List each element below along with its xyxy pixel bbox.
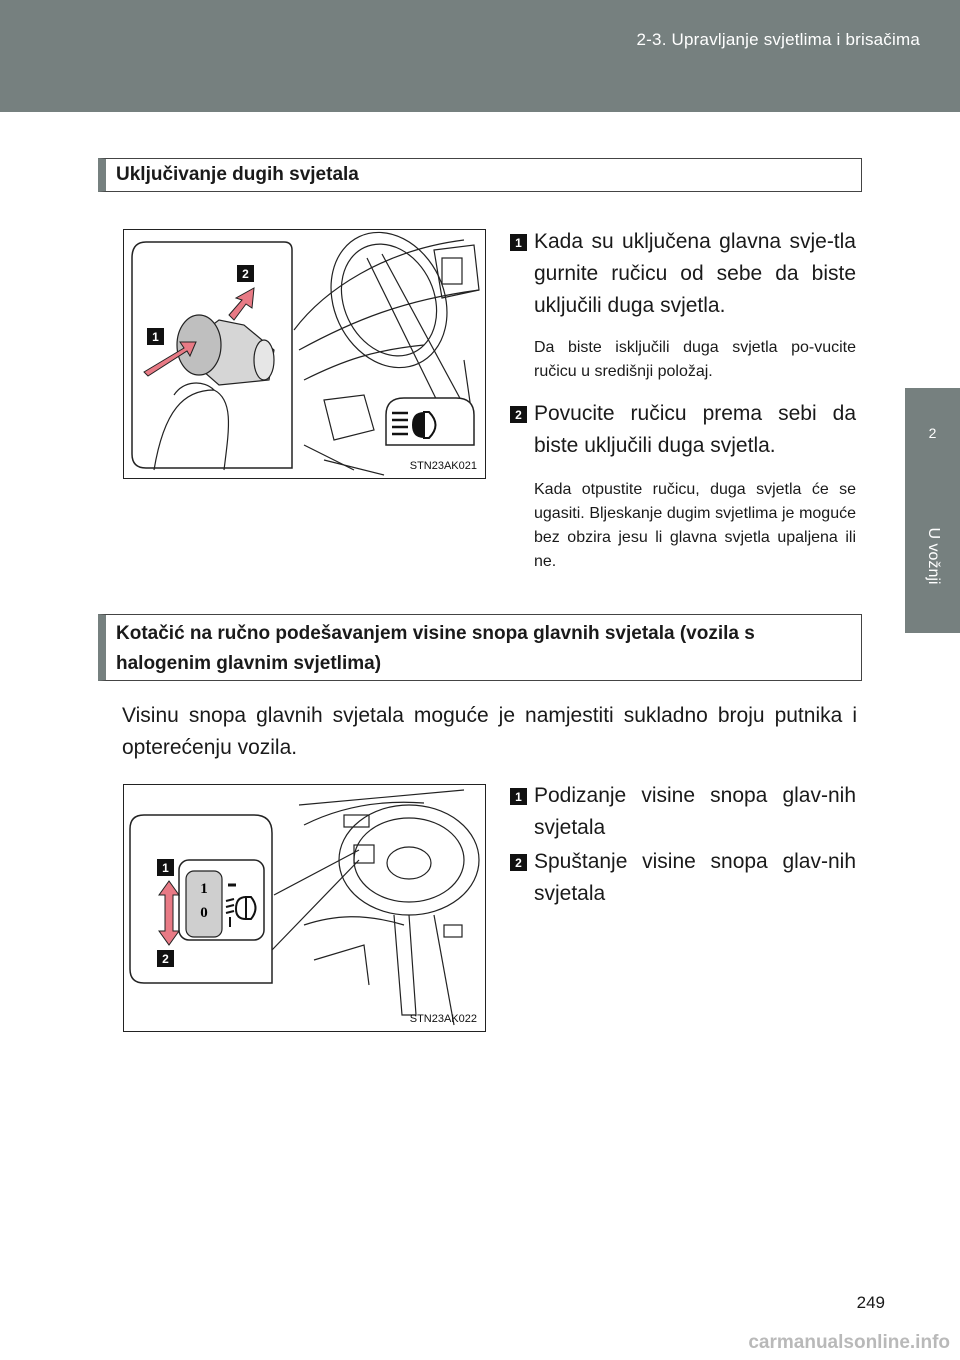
chapter-tab-label: U vožnji: [924, 527, 942, 584]
chapter-tab: [905, 478, 960, 633]
chapter-tab-number: 2: [905, 388, 960, 478]
page-number: 249: [856, 1293, 885, 1312]
section-heading-beam-level: Kotačić na ručno podešavanjem visine snopa glavnih svjetala (vozila s halogenim glavnim svjetlima): [98, 614, 862, 681]
step-text: Spuštanje visine snopa glav-nih svjetala: [534, 850, 856, 905]
figure-code: STN23AK022: [409, 1013, 477, 1025]
dial-label-1: 1: [200, 881, 208, 897]
step-note: Da biste isključili duga svjetla po-vucite ručicu u središnji položaj.: [534, 339, 856, 380]
header-band: [0, 0, 960, 112]
step-item: [510, 780, 856, 844]
figure-code: STN23AK021: [409, 460, 477, 472]
step-item: [510, 398, 856, 462]
step-badge: 1: [510, 788, 527, 805]
dial-label-0: 0: [200, 905, 208, 921]
step-text: Povucite ručicu prema sebi da biste uključili duga svjetla.: [534, 402, 856, 457]
step-badge: 2: [510, 406, 527, 423]
step-item: [510, 226, 856, 322]
figure1-callout-1: 1: [152, 330, 159, 344]
watermark: carmanualsonline.info: [748, 1332, 950, 1353]
lever-drawing: [124, 230, 487, 480]
intro-paragraph: Visinu snopa glavnih svjetala moguće je namjestiti sukladno broju putnika i opterećenju vozila.: [122, 704, 857, 759]
section-heading-high-beam: Uključivanje dugih svjetala: [98, 158, 862, 192]
figure2-callout-2: 2: [162, 952, 169, 966]
step-badge: 2: [510, 854, 527, 871]
step-badge: 1: [510, 234, 527, 251]
step-text: Kada su uključena glavna svje-tla gurnite ručicu od sebe da biste uključili duga svjetla.: [534, 230, 856, 317]
step-note: Kada otpustite ručicu, duga svjetla će se ugasiti. Bljeskanje dugim svjetlima je moguće bez obzira jesu li glavna svjetla upaljena ili ne.: [534, 481, 856, 570]
dial-drawing: [124, 785, 487, 1033]
high-beam-lever-illustration: [123, 229, 486, 479]
step-text: Podizanje visine snopa glav-nih svjetala: [534, 784, 856, 839]
figure1-callout-2: 2: [242, 267, 249, 281]
step-item: [510, 846, 856, 910]
figure2-callout-1: 1: [162, 861, 169, 875]
section-title: 2-3. Upravljanje svjetlima i brisačima: [636, 30, 920, 49]
beam-level-dial-illustration: [123, 784, 486, 1032]
